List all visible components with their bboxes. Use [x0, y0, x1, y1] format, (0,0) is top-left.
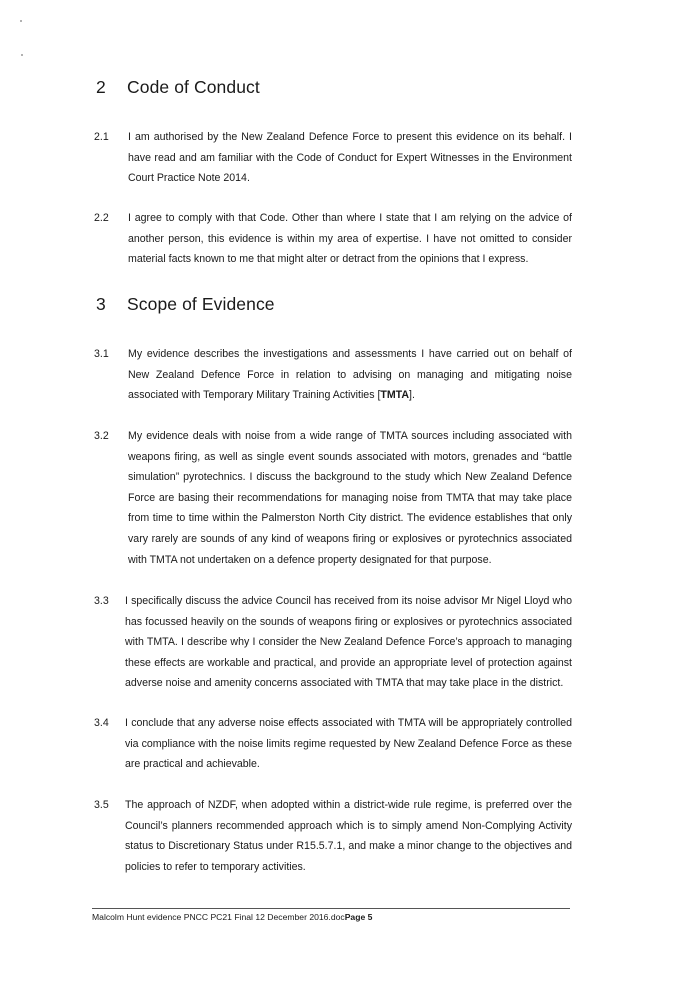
paragraph-2-1 — [94, 127, 572, 189]
section-heading-code-of-conduct — [96, 77, 260, 98]
scan-speck — [20, 20, 22, 22]
footer-divider — [92, 908, 570, 909]
section-number: 2 — [96, 77, 106, 97]
paragraph-text: I specifically discuss the advice Council has received from its noise advisor Mr Nigel Lloyd who has focussed heavily on the sounds of weapons firing or explosives or pyrotechnics associated with TMTA. I describe why I consider the New Zealand Defence Force’s approach to managing these effects are workable and practical, and provide an appropriate level of protection against adverse noise and amenity concerns associated with TMTA that may take place in the district. — [125, 595, 572, 690]
paragraph-text — [128, 344, 572, 406]
paragraph-number: 3.2 — [94, 430, 109, 442]
footer-filename: Malcolm Hunt evidence PNCC PC21 Final 12 December 2016.doc — [92, 912, 345, 922]
paragraph-number: 2.1 — [94, 131, 109, 143]
page-footer — [92, 912, 372, 922]
section-title: Code of Conduct — [127, 77, 260, 97]
paragraph-3-4 — [94, 713, 572, 775]
paragraph-text: I am authorised by the New Zealand Defence Force to present this evidence on its behalf. I have read and am familiar with the Code of Conduct for Expert Witnesses in the Environment Court Practice Note 2014. — [128, 131, 572, 185]
paragraph-3-3 — [94, 591, 572, 694]
paragraph-number: 3.4 — [94, 717, 109, 729]
section-number: 3 — [96, 294, 106, 314]
paragraph-2-2 — [94, 208, 572, 270]
paragraph-3-5 — [94, 795, 572, 877]
paragraph-text: I conclude that any adverse noise effects associated with TMTA will be appropriately controlled via compliance with the noise limits regime requested by New Zealand Defence Force as these are practical and achievable. — [125, 717, 572, 771]
paragraph-number: 2.2 — [94, 212, 109, 224]
paragraph-text: My evidence deals with noise from a wide range of TMTA sources including associated with weapons firing, as well as single event sounds associated with motors, grenades and “battle simulation” pyrotechnics. I discuss the background to the study which New Zealand Defence Force are basing their recommendations for managing noise from TMTA that may take place from time to time within the Palmerston North City district. The evidence establishes that only vary rarely are sounds of any kind of weapons firing or explosives or pyrotechnics associated with TMTA not undertaken on a defence property designated for that purpose. — [128, 430, 572, 566]
footer-page-number: Page 5 — [344, 912, 373, 922]
section-heading-scope-of-evidence — [96, 294, 275, 315]
paragraph-number: 3.5 — [94, 799, 109, 811]
paragraph-text-part: My evidence describes the investigations and assessments I have carried out on behalf of New Zealand Defence Force in relation to advising on managing and mitigating noise associated with Temporary Military Training Activities [ — [128, 348, 572, 402]
paragraph-text: I agree to comply with that Code. Other than where I state that I am relying on the advice of another person, this evidence is within my area of expertise. I have not omitted to consider material facts known to me that might alter or detract from the opinions that I express. — [128, 212, 572, 266]
paragraph-text-part: ]. — [409, 389, 415, 402]
paragraph-3-1 — [94, 344, 572, 406]
scan-speck — [21, 54, 23, 56]
paragraph-number: 3.3 — [94, 595, 109, 607]
paragraph-3-2 — [94, 426, 572, 570]
paragraph-number: 3.1 — [94, 348, 109, 360]
section-title: Scope of Evidence — [127, 294, 275, 314]
defined-term: TMTA — [380, 389, 410, 402]
paragraph-text: The approach of NZDF, when adopted within a district-wide rule regime, is preferred over the Council’s planners recommended approach which is to simply amend Non-Complying Activity status to Discretionary Status under R15.5.7.1, and make a minor change to the objectives and policies to refer to temporary activities. — [125, 799, 572, 873]
